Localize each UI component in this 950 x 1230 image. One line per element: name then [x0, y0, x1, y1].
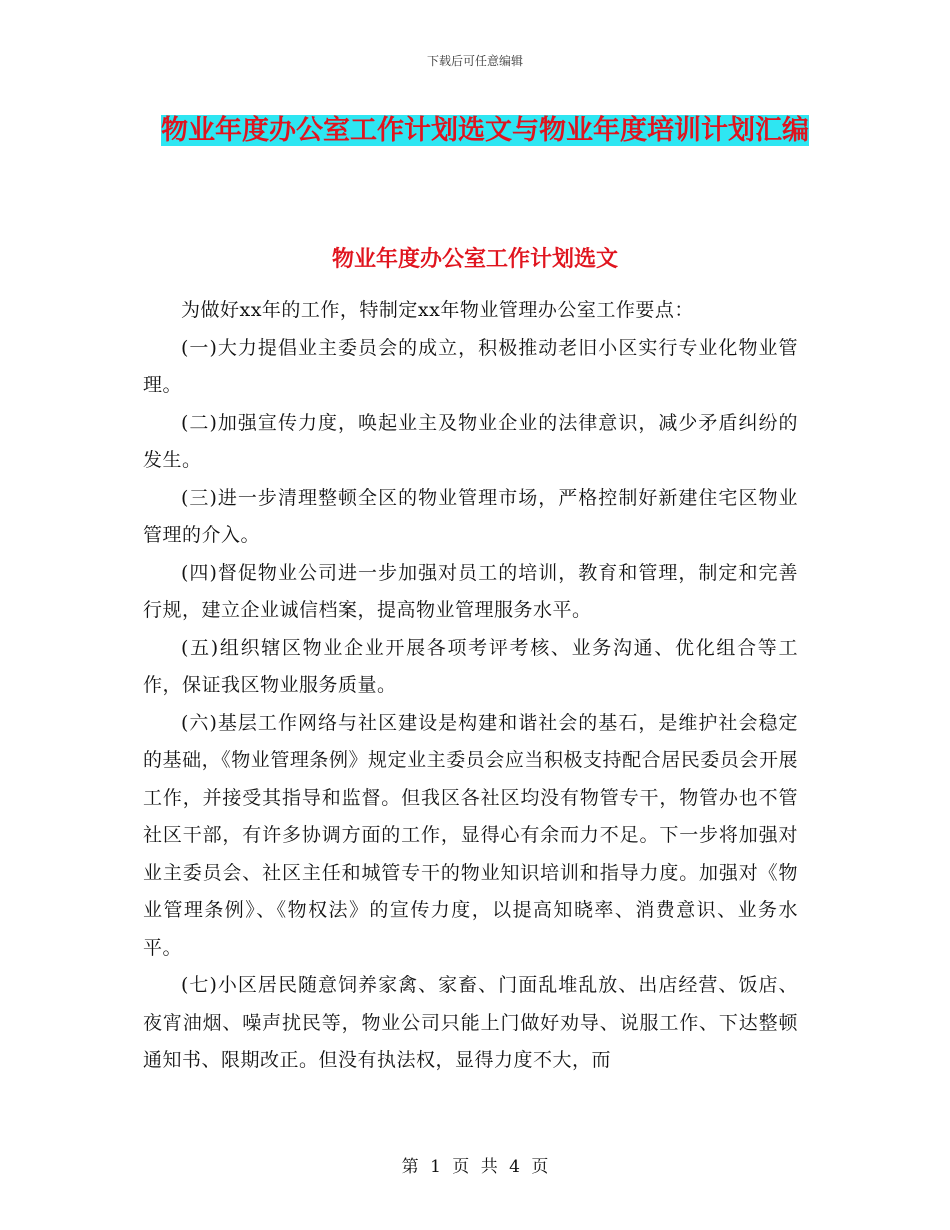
- document-body: [143, 292, 798, 1080]
- section-title: 物业年度办公室工作计划选文: [331, 246, 618, 272]
- header-note: 下载后可任意编辑: [426, 54, 523, 68]
- document-title-text: 物业年度办公室工作计划选文与物业年度培训计划汇编: [161, 115, 809, 146]
- paragraph: (四)督促物业公司进一步加强对员工的培训，教育和管理，制定和完善行规，建立企业诚信档案，提高物业管理服务水平。: [143, 561, 798, 621]
- paragraph: (七)小区居民随意饲养家禽、家畜、门面乱堆乱放、出店经营、饭店、夜宵油烟、噪声扰民等，物业公司只能上门做好劝导、说服工作、下达整顿通知书、限期改正。但没有执法权，显得力度不大，而: [143, 974, 798, 1071]
- document-title: [150, 106, 820, 156]
- page-number: 第 1 页 共 4 页: [401, 1157, 549, 1177]
- paragraph: (一)大力提倡业主委员会的成立，积极推动老旧小区实行专业化物业管理。: [143, 336, 798, 396]
- paragraph: (六)基层工作网络与社区建设是构建和谐社会的基石，是维护社会稳定的基础，《物业管理条例》规定业主委员会应当积极支持配合居民委员会开展工作，并接受其指导和监督。但我区各社区均没有物管专干，物管办也不管社区干部，有许多协调方面的工作，显得心有余而力不足。下一步将加强对业主委员会、社区主任和城管专干的物业知识培训和指导力度。加强对《物业管理条例》、《物权法》的宣传力度，以提高知晓率、消费意识、业务水平。: [143, 711, 798, 959]
- paragraph: (二)加强宣传力度，唤起业主及物业企业的法律意识，减少矛盾纠纷的发生。: [143, 411, 798, 471]
- paragraph: (三)进一步清理整顿全区的物业管理市场，严格控制好新建住宅区物业管理的介入。: [143, 486, 798, 546]
- paragraph: 为做好xx年的工作，特制定xx年物业管理办公室工作要点：: [181, 299, 694, 321]
- paragraph: (五)组织辖区物业企业开展各项考评考核、业务沟通、优化组合等工作，保证我区物业服务质量。: [143, 636, 798, 696]
